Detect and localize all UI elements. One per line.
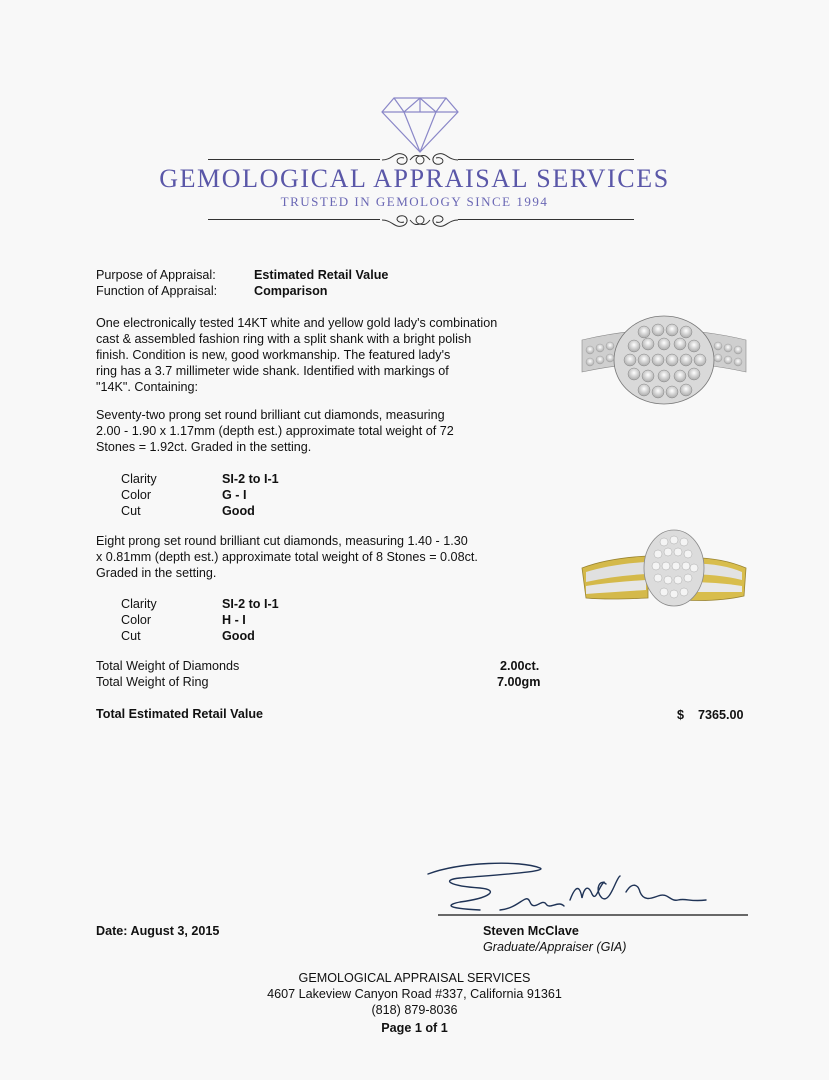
grade-value-clarity: SI-2 to I-1: [222, 597, 279, 611]
total-diamonds-label: Total Weight of Diamonds: [96, 659, 240, 673]
ring-side-photo: [578, 528, 750, 620]
footer-company: GEMOLOGICAL APPRAISAL SERVICES: [298, 971, 531, 985]
header-rule-bottom-right: [458, 219, 634, 220]
stones-line: Eight prong set round brilliant cut diamonds, measuring 1.40 - 1.30: [96, 534, 468, 548]
function-label: Function of Appraisal:: [96, 284, 218, 298]
flourish-icon: [380, 209, 460, 231]
appraiser-name: Steven McClave: [483, 924, 579, 938]
grade-value-cut: Good: [222, 504, 255, 518]
total-retail-label: Total Estimated Retail Value: [96, 707, 264, 721]
ring-top-photo: [578, 310, 750, 410]
stones-1-description: [96, 407, 454, 455]
diamond-logo-icon: [380, 92, 460, 154]
description-line: cast & assembled fashion ring with a split shank with a bright polish: [96, 332, 472, 346]
grade-value-cut: Good: [222, 629, 255, 643]
total-ring-label: Total Weight of Ring: [96, 675, 209, 689]
grade-value-color: G - I: [222, 488, 247, 502]
grade-label-color: Color: [121, 613, 152, 627]
description-line: ring has a 3.7 millimeter wide shank. Identified with markings of: [96, 364, 449, 378]
grade-value-color: H - I: [222, 613, 246, 627]
header-rule-bottom-left: [208, 219, 380, 220]
stones-line: Seventy-two prong set round brilliant cut diamonds, measuring: [96, 408, 445, 422]
grade-label-clarity: Clarity: [121, 472, 157, 486]
total-retail-value: 7365.00: [698, 708, 744, 722]
company-tagline: TRUSTED IN GEMOLOGY SINCE 1994: [280, 194, 549, 209]
description-line: One electronically tested 14KT white and yellow gold lady's combination: [96, 316, 498, 330]
grade-label-color: Color: [121, 488, 152, 502]
stones-line: 2.00 - 1.90 x 1.17mm (depth est.) approximate total weight of 72: [96, 424, 454, 438]
footer-phone: (818) 879-8036: [371, 1003, 458, 1017]
appraisal-date: Date: August 3, 2015: [96, 924, 220, 938]
currency-symbol: $: [677, 708, 685, 722]
page-number: Page 1 of 1: [381, 1021, 448, 1035]
stones-2-description: [96, 533, 478, 581]
header-rule-top-left: [208, 159, 380, 160]
description-line: "14K". Containing:: [96, 380, 199, 394]
appraiser-title: Graduate/Appraiser (GIA): [483, 940, 627, 954]
footer-address: 4607 Lakeview Canyon Road #337, California 91361: [267, 987, 562, 1001]
grade-label-clarity: Clarity: [121, 597, 157, 611]
description-line: finish. Condition is new, good workmanship. The featured lady's: [96, 348, 451, 362]
total-ring-value: 7.00gm: [497, 675, 541, 689]
header-rule-top-right: [458, 159, 634, 160]
function-value: Comparison: [254, 284, 328, 298]
grade-label-cut: Cut: [121, 629, 141, 643]
purpose-label: Purpose of Appraisal:: [96, 268, 216, 282]
item-description: [96, 315, 497, 395]
signature-icon: [420, 858, 750, 920]
purpose-value: Estimated Retail Value: [254, 268, 389, 282]
stones-line: Graded in the setting.: [96, 566, 217, 580]
company-name: GEMOLOGICAL APPRAISAL SERVICES: [159, 164, 670, 193]
total-diamonds-value: 2.00ct.: [500, 659, 540, 673]
grade-value-clarity: SI-2 to I-1: [222, 472, 279, 486]
stones-line: Stones = 1.92ct. Graded in the setting.: [96, 440, 312, 454]
stones-line: x 0.81mm (depth est.) approximate total weight of 8 Stones = 0.08ct.: [96, 550, 478, 564]
grade-label-cut: Cut: [121, 504, 141, 518]
